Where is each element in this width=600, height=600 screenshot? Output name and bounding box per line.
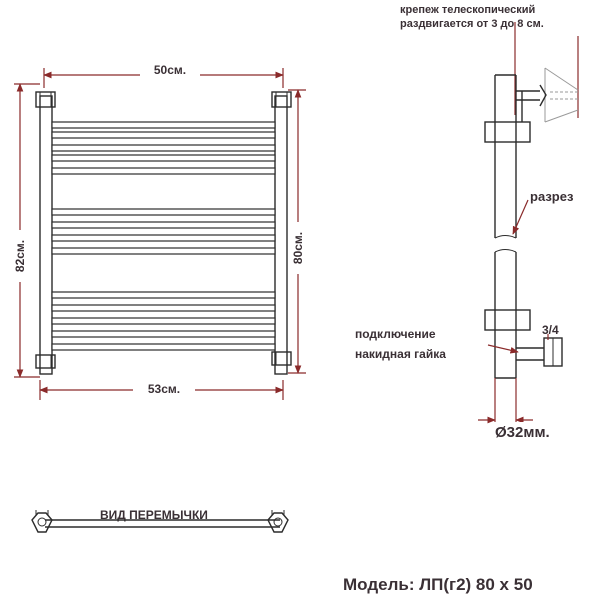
rung <box>52 248 275 254</box>
connection-label-line1: подключение <box>355 327 436 341</box>
rung <box>52 145 275 151</box>
side-pipe <box>485 75 530 378</box>
rung <box>52 292 275 298</box>
rung <box>52 155 275 161</box>
bridge-view <box>32 508 288 532</box>
rungs <box>52 122 275 350</box>
bottom-width-label: 53см. <box>147 382 181 396</box>
cut-label: разрез <box>530 189 574 204</box>
rung <box>52 235 275 241</box>
mount-note-line2: раздвигается от 3 до 8 см. <box>400 18 544 30</box>
diameter-label: Ø32мм. <box>495 424 550 441</box>
diameter-dimension <box>478 378 566 441</box>
side-view <box>355 4 578 441</box>
front-view <box>10 62 308 400</box>
rung <box>52 209 275 215</box>
rung <box>52 305 275 311</box>
telescopic-mount <box>515 22 578 122</box>
rung <box>52 318 275 324</box>
rung <box>52 168 275 174</box>
rung <box>52 344 275 350</box>
thread-label: 3/4 <box>542 323 559 337</box>
connection-label-line2: накидная гайка <box>355 347 446 361</box>
rung <box>52 132 275 138</box>
connection-fitting <box>355 323 562 366</box>
rung <box>52 122 275 128</box>
rung <box>52 222 275 228</box>
model-label: Модель: ЛП(г2) 80 x 50 <box>343 575 533 594</box>
bridge-view-title: ВИД ПЕРЕМЫЧКИ <box>100 508 208 522</box>
left-height-label: 82см. <box>13 239 27 273</box>
top-width-dimension <box>44 62 283 88</box>
right-height-label: 80см. <box>291 231 305 265</box>
top-width-label: 50см. <box>153 63 187 77</box>
bridge-left-nut <box>32 510 52 532</box>
left-height-dimension <box>10 84 40 377</box>
bridge-right-nut <box>268 510 288 532</box>
rung <box>52 331 275 337</box>
bottom-width-dimension <box>40 380 283 400</box>
right-height-dimension <box>288 90 308 373</box>
cut-annotation <box>513 189 574 234</box>
mount-note-line1: крепеж телескопический <box>400 4 536 16</box>
